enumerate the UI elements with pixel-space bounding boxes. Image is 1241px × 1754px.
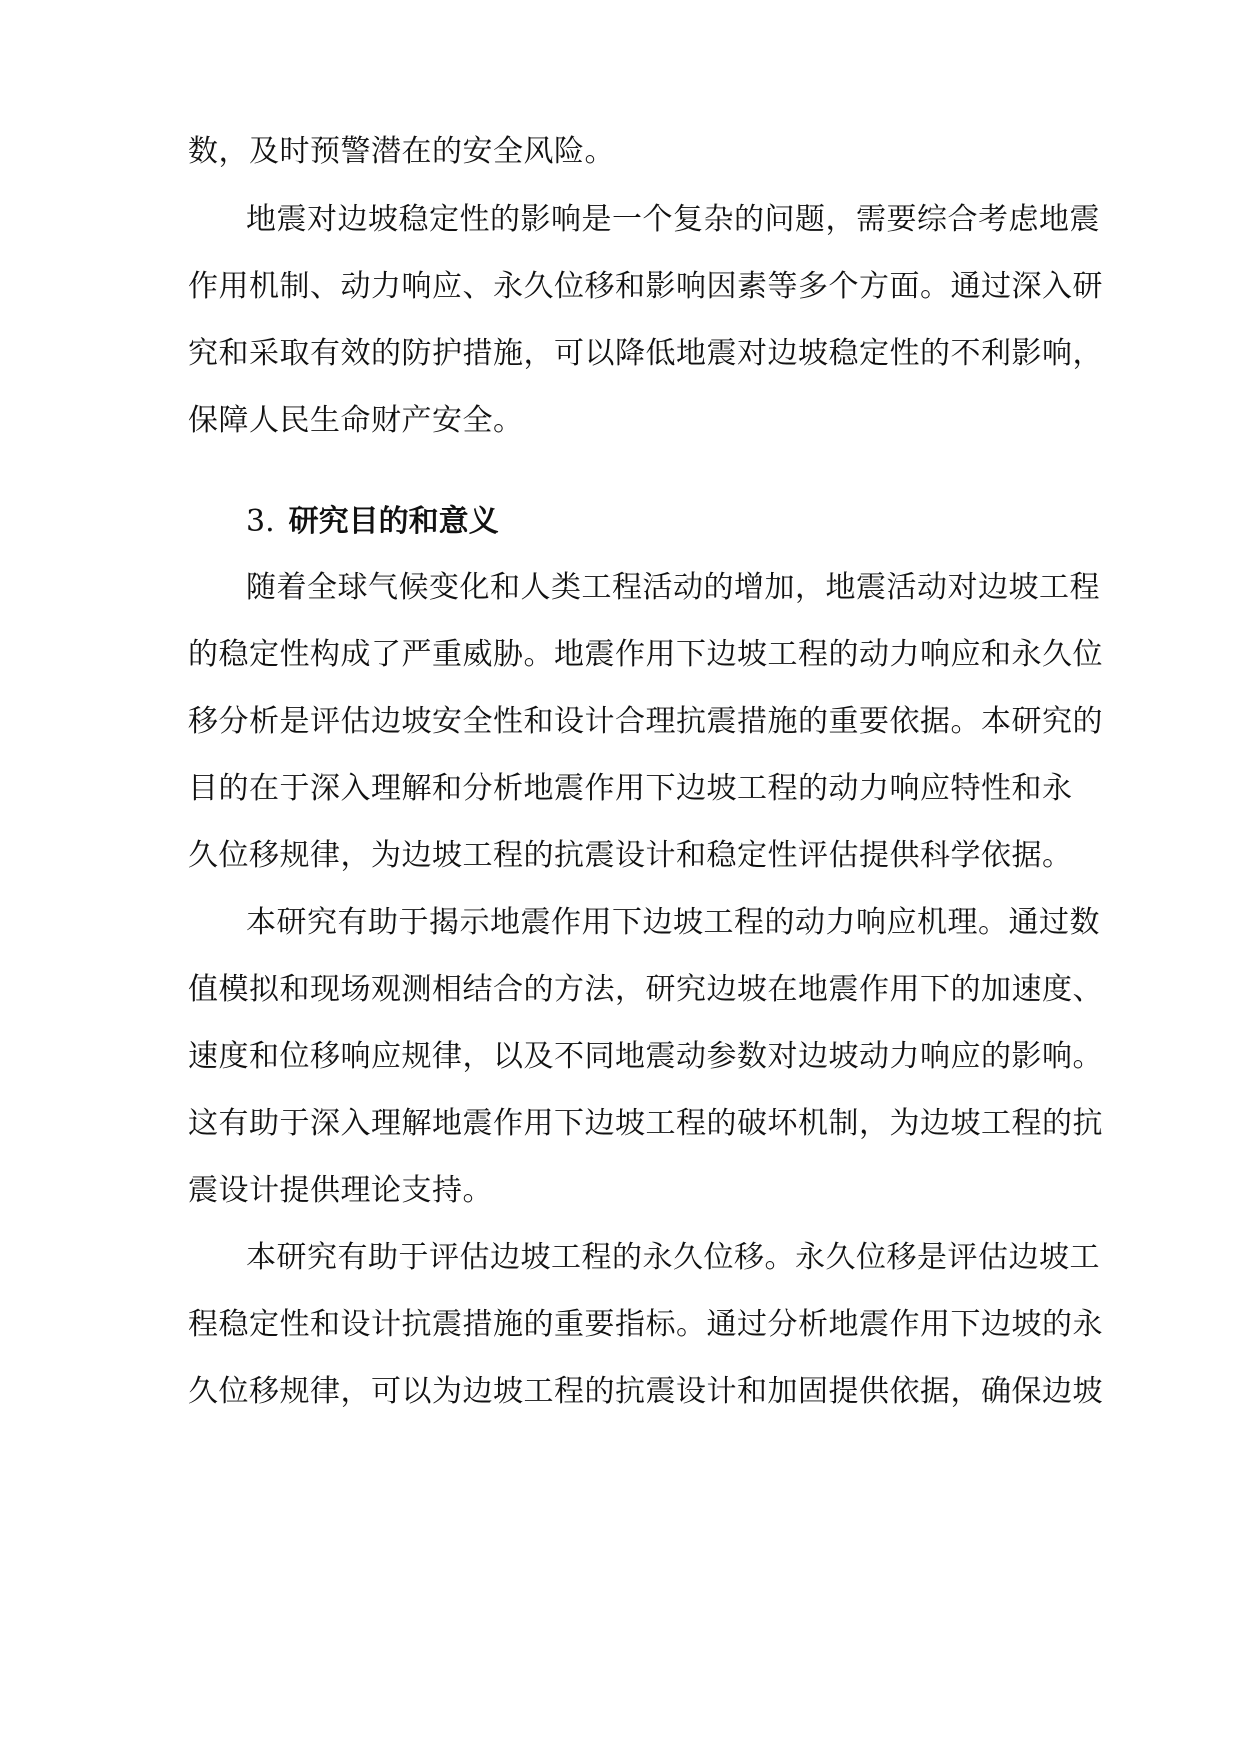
paragraph-line: 数，及时预警潜在的安全风险。 [188,134,615,169]
paragraph-line: 地震对边坡稳定性的影响是一个复杂的问题，需要综合考虑地震 [246,202,1100,237]
paragraph-line: 的稳定性构成了严重威胁。地震作用下边坡工程的动力响应和永久位 [188,637,1103,672]
paragraph-line: 速度和位移响应规律，以及不同地震动参数对边坡动力响应的影响。 [188,1039,1103,1074]
paragraph-line: 保障人民生命财产安全。 [188,403,524,438]
paragraph-line: 本研究有助于评估边坡工程的永久位移。永久位移是评估边坡工 [246,1240,1100,1275]
paragraph-line: 本研究有助于揭示地震作用下边坡工程的动力响应机理。通过数 [246,905,1100,940]
paragraph-line: 移分析是评估边坡安全性和设计合理抗震措施的重要依据。本研究的 [188,704,1103,739]
paragraph-line: 随着全球气候变化和人类工程活动的增加，地震活动对边坡工程 [246,570,1100,605]
paragraph-line: 目的在于深入理解和分析地震作用下边坡工程的动力响应特性和永 [188,771,1073,806]
paragraph-line: 震设计提供理论支持。 [188,1173,493,1208]
paragraph-line: 这有助于深入理解地震作用下边坡工程的破坏机制，为边坡工程的抗 [188,1106,1103,1141]
paragraph-line: 久位移规律，为边坡工程的抗震设计和稳定性评估提供科学依据。 [188,838,1073,873]
paragraph-line: 值模拟和现场观测相结合的方法，研究边坡在地震作用下的加速度、 [188,972,1103,1007]
section-number: 3. [246,504,275,539]
paragraph-line: 程稳定性和设计抗震措施的重要指标。通过分析地震作用下边坡的永 [188,1307,1103,1342]
paragraph-line: 究和采取有效的防护措施，可以降低地震对边坡稳定性的不利影响， [188,336,1103,371]
paragraph-line: 作用机制、动力响应、永久位移和影响因素等多个方面。通过深入研 [188,269,1103,304]
paragraph-line: 久位移规律，可以为边坡工程的抗震设计和加固提供依据，确保边坡 [188,1374,1103,1409]
section-title: 研究目的和意义 [288,504,499,539]
section-heading [246,504,499,540]
